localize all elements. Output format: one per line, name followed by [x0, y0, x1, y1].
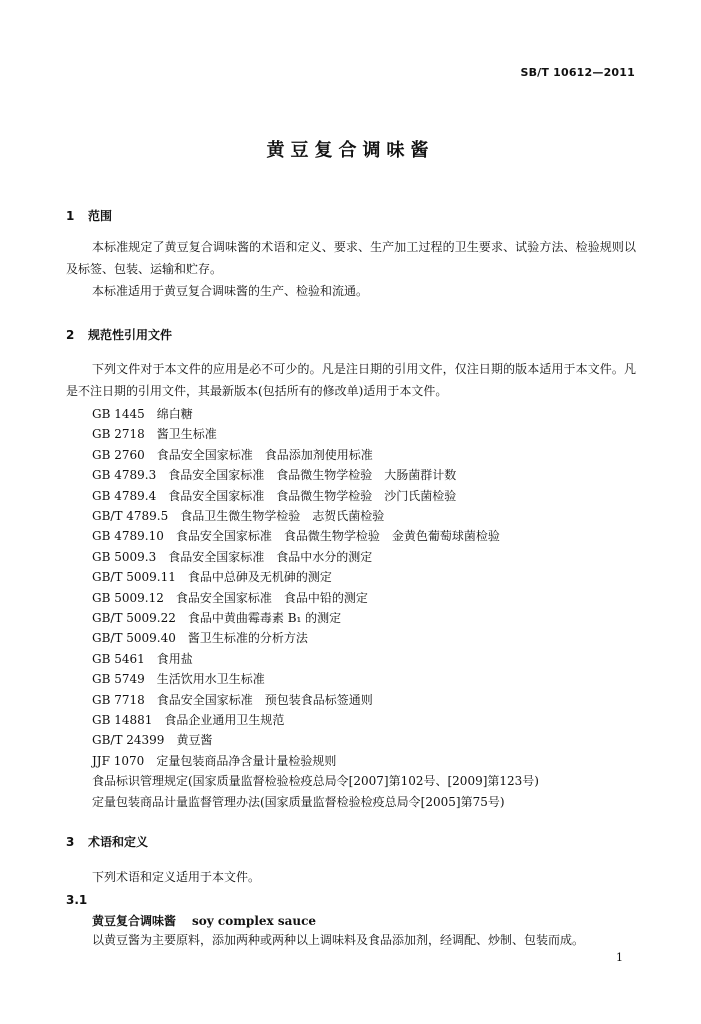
- reference-code: GB/T 5009.11: [92, 570, 176, 584]
- reference-title: 酱卫生标准的分析方法: [187, 631, 308, 645]
- reference-code: GB 7718: [92, 693, 145, 707]
- reference-code: GB/T 5009.40: [92, 631, 176, 645]
- reference-code: GB 14881: [92, 713, 153, 727]
- term-chinese: 黄豆复合调味酱: [92, 914, 177, 928]
- reference-item: [92, 691, 373, 708]
- reference-item: [92, 772, 539, 789]
- reference-title: 食品安全国家标准 食品微生物学检验 沙门氏菌检验: [168, 489, 457, 503]
- reference-code: GB 5009.3: [92, 550, 157, 564]
- document-title: 黄豆复合调味酱: [266, 140, 435, 161]
- section-2-heading: [66, 326, 172, 343]
- reference-code: GB 5749: [92, 672, 145, 686]
- reference-title: 食品中总砷及无机砷的测定: [187, 570, 332, 584]
- reference-item: [92, 609, 341, 626]
- reference-code: GB 5009.12: [92, 591, 164, 605]
- reference-item: [92, 589, 368, 606]
- reference-title: 食品标识管理规定(国家质量监督检验检疫总局令[2007]第102号、[2009]第123号): [92, 774, 539, 788]
- reference-item: [92, 629, 308, 646]
- reference-code: GB 4789.4: [92, 489, 157, 503]
- reference-title: 定量包装商品计量监督管理办法(国家质量监督检验检疫总局令[2005]第75号): [92, 795, 505, 809]
- reference-item: [92, 650, 193, 667]
- page-number: 1: [616, 951, 623, 964]
- section-2-intro: 下列文件对于本文件的应用是必不可少的。凡是注日期的引用文件，仅注日期的版本适用于本文件。凡是不注日期的引用文件，其最新版本(包括所有的修改单)适用于本文件。: [66, 362, 636, 398]
- section-1-paragraph-1: 本标准规定了黄豆复合调味酱的术语和定义、要求、生产加工过程的卫生要求、试验方法、检验规则以及标签、包装、运输和贮存。: [66, 240, 636, 276]
- section-3-heading: [66, 833, 148, 850]
- reference-title: 生活饮用水卫生标准: [156, 672, 265, 686]
- reference-title: 黄豆酱: [176, 733, 213, 747]
- section-title: 规范性引用文件: [88, 328, 173, 342]
- term-english: soy complex sauce: [192, 914, 317, 928]
- reference-item: [92, 793, 505, 810]
- reference-item: [92, 548, 372, 565]
- reference-code: GB 2718: [92, 427, 145, 441]
- reference-title: 酱卫生标准: [156, 427, 217, 441]
- reference-item: [92, 752, 336, 769]
- reference-title: 食品安全国家标准 食品中铅的测定: [175, 591, 368, 605]
- reference-item: [92, 466, 456, 483]
- reference-code: GB 4789.3: [92, 468, 157, 482]
- section-number: 3: [66, 835, 75, 849]
- reference-code: GB 1445: [92, 407, 145, 421]
- reference-item: [92, 670, 265, 687]
- section-title: 术语和定义: [88, 835, 149, 849]
- reference-code: GB 4789.10: [92, 529, 164, 543]
- reference-item: [92, 527, 500, 544]
- reference-title: 绵白糖: [156, 407, 193, 421]
- reference-item: [92, 568, 332, 585]
- reference-title: 食品企业通用卫生规范: [164, 713, 285, 727]
- reference-item: [92, 731, 212, 748]
- reference-code: GB/T 5009.22: [92, 611, 176, 625]
- term-entry: [92, 912, 316, 929]
- section-number: 2: [66, 328, 75, 342]
- subsection-number: 3.1: [66, 893, 88, 907]
- reference-item: [92, 446, 373, 463]
- reference-title: 食品安全国家标准 食品中水分的测定: [168, 550, 373, 564]
- reference-title: 食品安全国家标准 食品微生物学检验 大肠菌群计数: [168, 468, 457, 482]
- term-definition: 以黄豆酱为主要原料，添加两种或两种以上调味料及食品添加剂，经调配、炒制、包装而成。: [92, 933, 585, 947]
- section-number: 1: [66, 209, 75, 223]
- standard-number: SB/T 10612—2011: [520, 66, 635, 79]
- reference-title: 食品中黄曲霉毒素 B₁ 的测定: [187, 611, 342, 625]
- section-title: 范围: [88, 209, 113, 223]
- reference-code: JJF 1070: [92, 754, 145, 768]
- reference-title: 食用盐: [156, 652, 193, 666]
- reference-item: [92, 507, 384, 524]
- reference-code: GB/T 24399: [92, 733, 165, 747]
- reference-item: [92, 405, 193, 422]
- reference-title: 定量包装商品净含量计量检验规则: [156, 754, 337, 768]
- reference-title: 食品安全国家标准 食品微生物学检验 金黄色葡萄球菌检验: [175, 529, 500, 543]
- reference-item: [92, 425, 217, 442]
- reference-item: [92, 711, 284, 728]
- section-1-heading: [66, 207, 112, 224]
- reference-title: 食品安全国家标准 食品添加剂使用标准: [156, 448, 373, 462]
- reference-code: GB 2760: [92, 448, 145, 462]
- reference-item: [92, 487, 456, 504]
- reference-title: 食品卫生微生物学检验 志贺氏菌检验: [180, 509, 385, 523]
- reference-code: GB/T 4789.5: [92, 509, 169, 523]
- section-1-paragraph-2: 本标准适用于黄豆复合调味酱的生产、检验和流通。: [92, 284, 369, 298]
- reference-title: 食品安全国家标准 预包装食品标签通则: [156, 693, 373, 707]
- section-3-intro: 下列术语和定义适用于本文件。: [92, 870, 261, 884]
- reference-code: GB 5461: [92, 652, 145, 666]
